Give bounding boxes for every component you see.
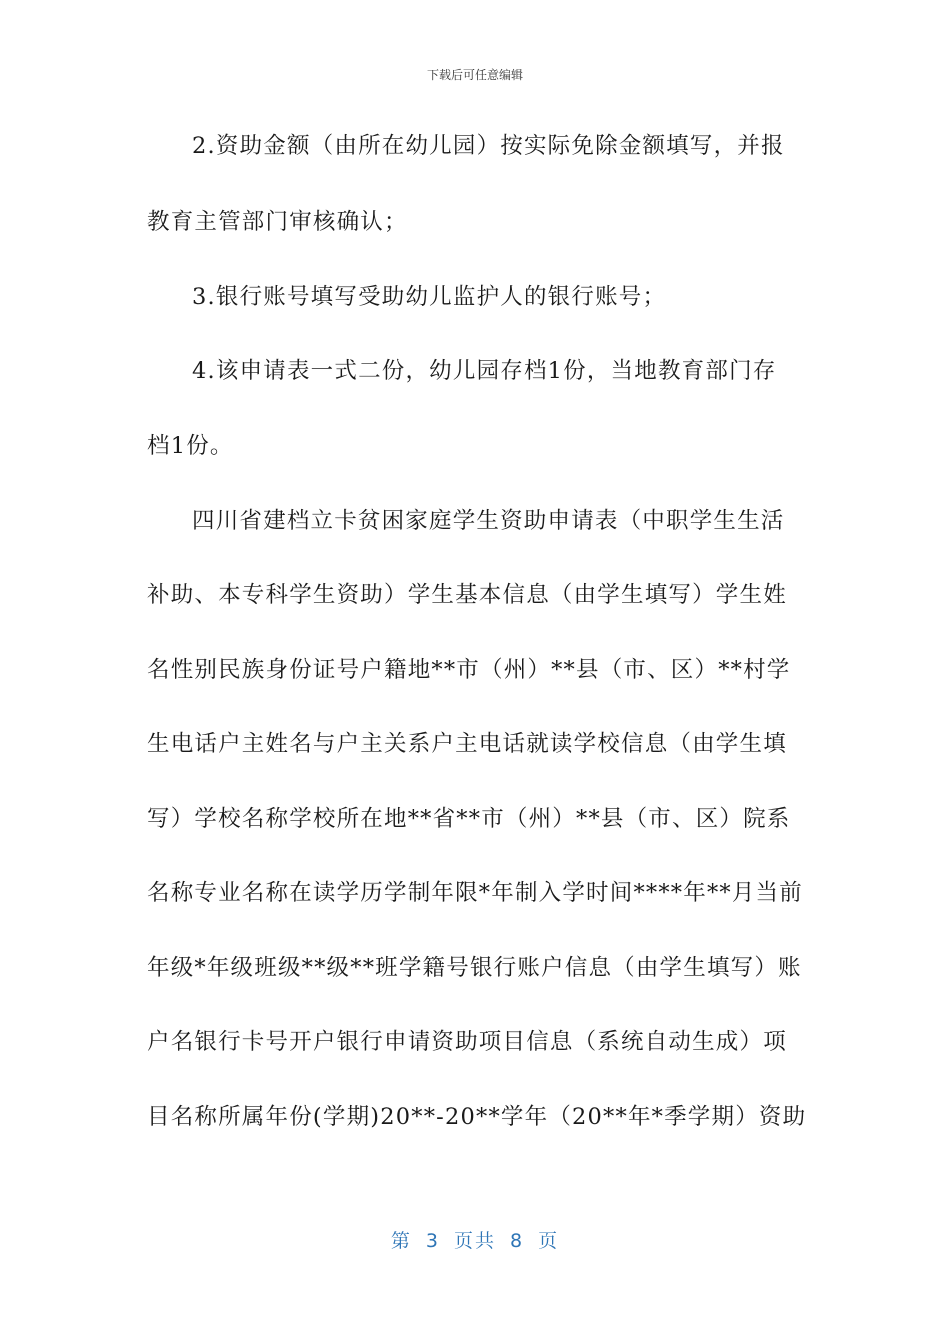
- paragraph-line: 2.资助金额（由所在幼儿园）按实际免除金额填写，并报: [192, 133, 785, 159]
- paragraph-line: 户名银行卡号开户银行申请资助项目信息（系统自动生成）项: [147, 1029, 787, 1055]
- paragraph-line: 教育主管部门审核确认；: [147, 209, 408, 235]
- paragraph-line: 3.银行账号填写受助幼儿监护人的银行账号；: [192, 284, 667, 310]
- paragraph-line: 补助、本专科学生资助）学生基本信息（由学生填写）学生姓: [147, 582, 787, 608]
- paragraph-line: 名称专业名称在读学历学制年限*年制入学时间****年**月当前: [147, 880, 803, 906]
- paragraph-line: 写）学校名称学校所在地**省**市（州）**县（市、区）院系: [147, 806, 791, 832]
- paragraph-line: 四川省建档立卡贫困家庭学生资助申请表（中职学生生活: [192, 508, 785, 534]
- paragraph-line: 目名称所属年份(学期)20**-20**学年（20**年*季学期）资助: [147, 1104, 807, 1130]
- page-number-footer: 第 3 页共 8 页: [390, 1230, 560, 1252]
- paragraph-line: 档1份。: [147, 433, 234, 459]
- header-note: 下载后可任意编辑: [426, 68, 523, 82]
- paragraph-line: 年级*年级班级**级**班学籍号银行账户信息（由学生填写）账: [147, 955, 802, 981]
- paragraph-line: 名性别民族身份证号户籍地**市（州）**县（市、区）**村学: [147, 657, 791, 683]
- paragraph-line: 4.该申请表一式二份，幼儿园存档1份，当地教育部门存: [192, 358, 777, 384]
- paragraph-line: 生电话户主姓名与户主关系户主电话就读学校信息（由学生填: [147, 731, 787, 757]
